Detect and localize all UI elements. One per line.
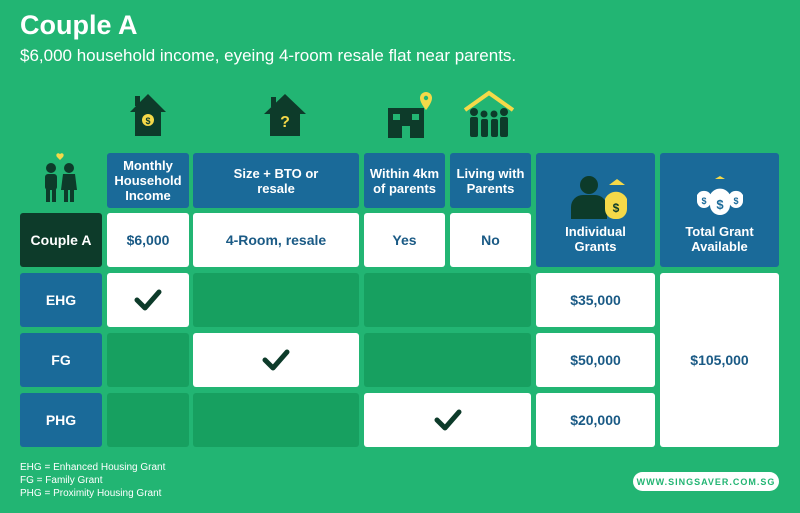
- ehg-size-cell: [193, 273, 359, 327]
- header-within-4km: [364, 153, 445, 208]
- svg-text:?: ?: [280, 114, 290, 131]
- page-title: Couple A: [20, 10, 138, 40]
- couple-size-value: 4-Room, resale: [193, 213, 359, 267]
- svg-text:$: $: [612, 201, 619, 215]
- check-icon: [134, 288, 162, 312]
- row-label-ehg: EHG: [20, 273, 102, 327]
- house-dollar-icon: [128, 92, 168, 138]
- header-size-text: Size + BTO or resale: [233, 165, 319, 196]
- couple-income-value: $6,000: [107, 213, 189, 267]
- phg-amount: $20,000: [536, 393, 655, 447]
- svg-text:$: $: [732, 196, 739, 206]
- couple-within-value: Yes: [364, 213, 445, 267]
- page-subtitle: $6,000 household income, eyeing 4-room resale flat near parents.: [20, 46, 517, 65]
- svg-text:$: $: [700, 196, 707, 206]
- ehg-location-cell: [364, 273, 531, 327]
- header-living-text: Living with Parents: [456, 165, 525, 196]
- ehg-amount: $35,000: [536, 273, 655, 327]
- svg-text:$: $: [145, 116, 151, 126]
- header-individual-text: Individual Grants: [565, 224, 626, 254]
- header-within-text: Within 4km of parents: [369, 165, 440, 196]
- header-monthly-income: [107, 153, 189, 208]
- money-bags-icon: [691, 175, 749, 219]
- couple-living-value: No: [450, 213, 531, 267]
- fg-income-cell: [107, 333, 189, 387]
- fg-amount: $50,000: [536, 333, 655, 387]
- header-income-text: Monthly Household Income: [114, 158, 182, 203]
- header-total-text: Total Grant Available: [685, 224, 754, 254]
- phg-location-cell: [364, 393, 531, 447]
- house-location-icon: [386, 90, 436, 140]
- header-individual-grants: [536, 153, 655, 267]
- row-label-fg: FG: [20, 333, 102, 387]
- check-icon: [262, 348, 290, 372]
- house-question-icon: [262, 92, 308, 138]
- couple-label: Couple A: [20, 213, 102, 267]
- header-total-grant: [660, 153, 779, 267]
- check-icon: [434, 408, 462, 432]
- fg-location-cell: [364, 333, 531, 387]
- legend-ehg: EHG = Enhanced Housing Grant: [20, 462, 166, 473]
- phg-income-cell: [107, 393, 189, 447]
- header-size: [193, 153, 359, 208]
- phg-size-cell: [193, 393, 359, 447]
- ehg-income-cell: [107, 273, 189, 327]
- legend: [20, 461, 165, 500]
- person-money-bag-icon: [565, 175, 627, 219]
- total-grant-amount: $105,000: [660, 273, 779, 447]
- couple-icon: [40, 152, 80, 204]
- header-living-with-parents: [450, 153, 531, 208]
- legend-phg: PHG = Proximity Housing Grant: [20, 488, 162, 499]
- family-home-icon: [462, 90, 516, 140]
- legend-fg: FG = Family Grant: [20, 475, 103, 486]
- row-label-phg: PHG: [20, 393, 102, 447]
- svg-text:$: $: [715, 197, 724, 212]
- website-link[interactable]: WWW.SINGSAVER.COM.SG: [633, 472, 779, 491]
- fg-size-cell: [193, 333, 359, 387]
